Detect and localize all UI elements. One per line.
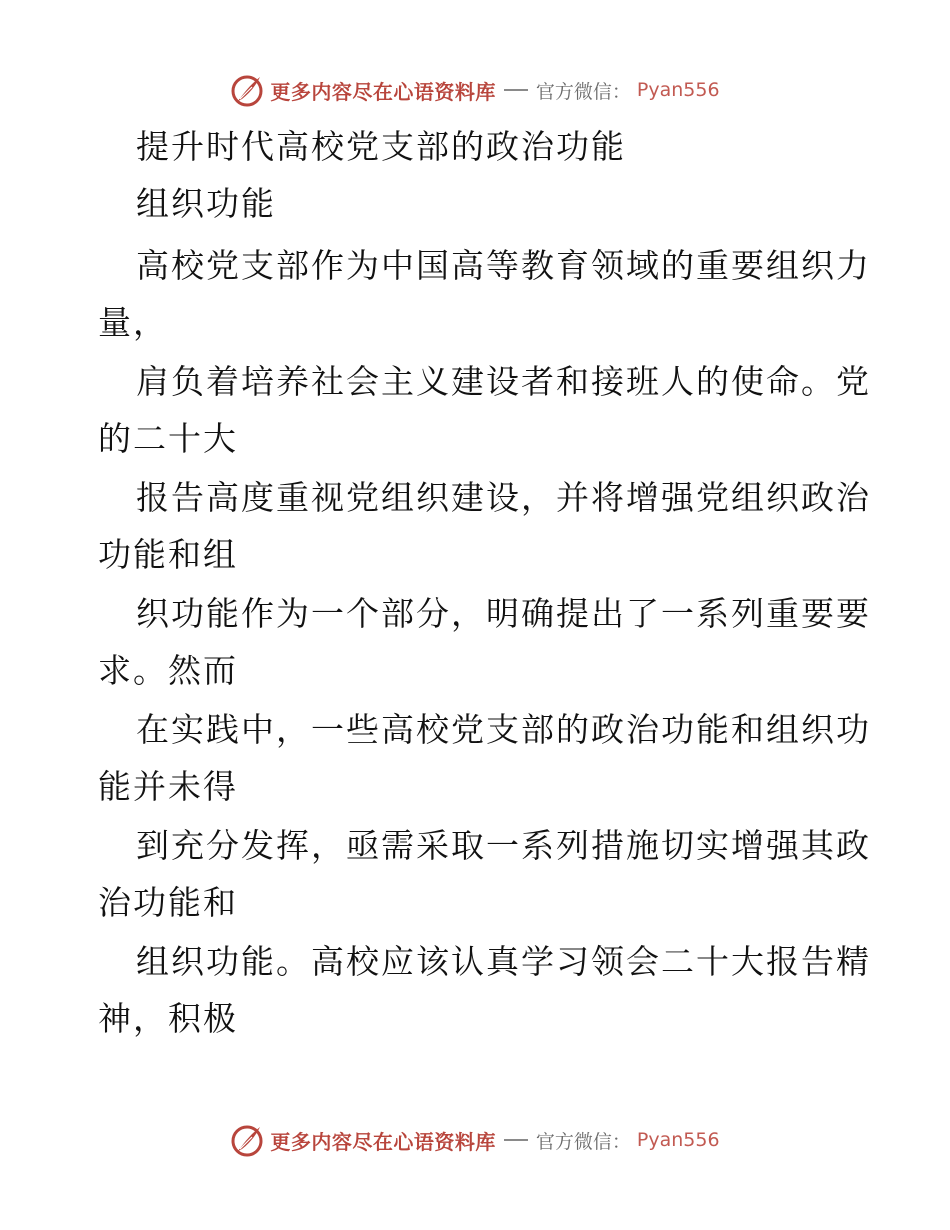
feather-quill-logo-icon — [230, 1123, 264, 1157]
paragraph-line: 的二十大 — [98, 419, 238, 458]
wechat-id: Pyan556 — [636, 1129, 720, 1151]
paragraph-line: 肩负着培养社会主义建设者和接班人的使命。党 — [136, 362, 871, 401]
paragraph-line: 织功能作为一个部分，明确提出了一系列重要要 — [136, 594, 871, 633]
wechat-label: 官方微信： — [535, 1130, 631, 1153]
paragraph-line: 高校党支部作为中国高等教育领域的重要组织力 — [136, 246, 871, 285]
footer-banner — [0, 1120, 950, 1160]
document-title: 提升时代高校党支部的政治功能 — [136, 127, 626, 166]
wechat-label: 官方微信： — [535, 80, 631, 103]
paragraph-line: 求。然而 — [98, 651, 238, 690]
paragraph-line: 在实践中，一些高校党支部的政治功能和组织功 — [136, 710, 871, 749]
paragraph-line: 到充分发挥，亟需采取一系列措施切实增强其政 — [136, 826, 871, 865]
paragraph-line: 组织功能。高校应该认真学习领会二十大报告精 — [136, 942, 871, 981]
paragraph-line: 治功能和 — [98, 883, 238, 922]
brand-text: 更多内容尽在心语资料库 — [270, 79, 496, 104]
paragraph-line: 功能和组 — [98, 535, 238, 574]
brand-text: 更多内容尽在心语资料库 — [270, 1129, 496, 1154]
section-heading: 组织功能 — [136, 184, 276, 223]
paragraph-line: 能并未得 — [98, 767, 238, 806]
paragraph-line: 报告高度重视党组织建设，并将增强党组织政治 — [136, 478, 871, 517]
separator-dash — [504, 1139, 528, 1141]
wechat-id: Pyan556 — [636, 79, 720, 101]
paragraph-line: 神，积极 — [98, 999, 238, 1038]
paragraph-line: 量， — [98, 303, 168, 342]
